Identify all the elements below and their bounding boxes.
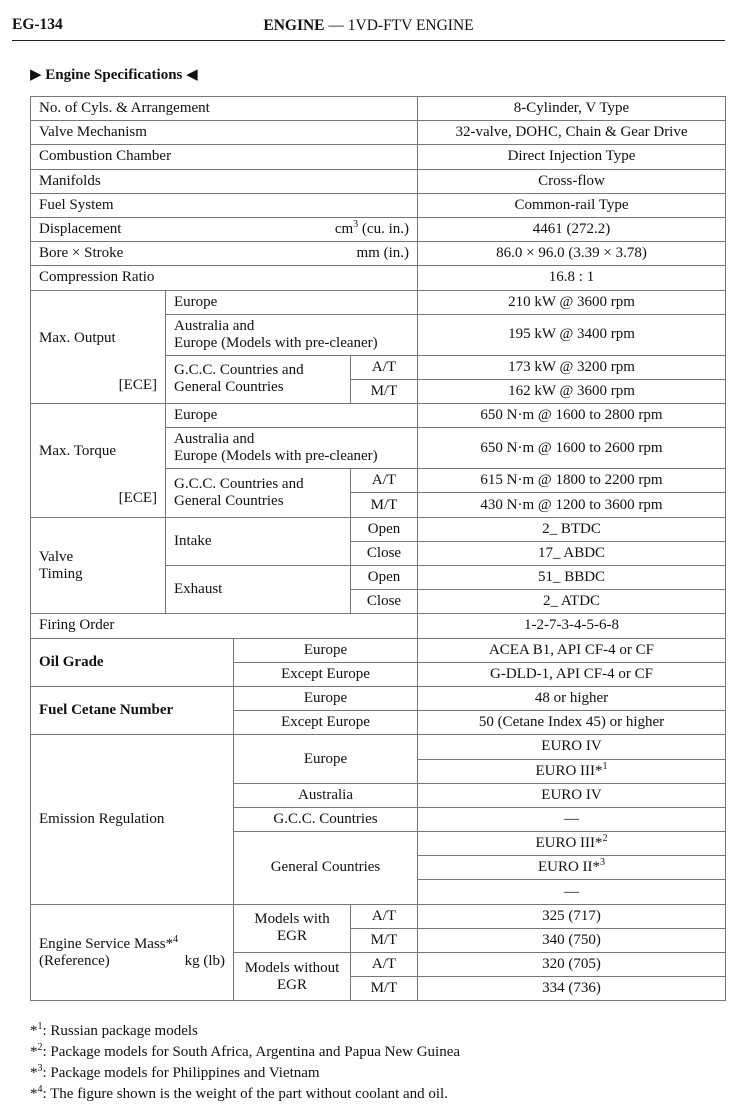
- footnote-text: : Russian package models: [42, 1023, 198, 1039]
- table-row: [31, 904, 726, 928]
- footnote-ref: 4: [173, 933, 179, 945]
- spec-value: ACEA B1, API CF-4 or CF: [418, 638, 726, 662]
- spec-value: Direct Injection Type: [418, 145, 726, 169]
- model-label: [234, 904, 351, 952]
- spec-label: [39, 933, 225, 953]
- table-row: [31, 266, 726, 290]
- intake-label: Intake: [166, 517, 351, 565]
- close-label: Close: [351, 590, 418, 614]
- unit-sup: 3: [353, 219, 359, 231]
- open-label: Open: [351, 566, 418, 590]
- spec-value: 173 kW @ 3200 rpm: [418, 355, 726, 379]
- spec-label: No. of Cyls. & Arrangement: [31, 97, 418, 121]
- spec-label: Timing: [39, 565, 83, 582]
- label-text: Engine Service Mass*: [39, 935, 174, 952]
- spec-label: Max. Torque: [39, 443, 116, 460]
- table-row: [31, 638, 726, 662]
- spec-label: Fuel System: [31, 193, 418, 217]
- spec-value: 320 (705): [418, 953, 726, 977]
- footnote-ref: 3: [600, 857, 606, 869]
- spec-value: 50 (Cetane Index 45) or higher: [418, 711, 726, 735]
- spec-value: Cross-flow: [418, 169, 726, 193]
- region-label: Europe: [166, 290, 418, 314]
- region-line: G.C.C. Countries and: [174, 475, 304, 492]
- model-line: Models without: [244, 959, 340, 976]
- spec-value: —: [418, 880, 726, 904]
- header-title-rest: — 1VD-FTV ENGINE: [324, 17, 474, 34]
- spec-label: Bore × Stroke: [39, 245, 124, 262]
- table-row: [31, 97, 726, 121]
- transmission-label: A/T: [351, 355, 418, 379]
- footnote: [30, 1063, 460, 1084]
- footnote-mark: *: [30, 1065, 38, 1081]
- spec-value: 4461 (272.2): [418, 217, 726, 241]
- footnote-ref: 2: [602, 833, 608, 845]
- region-label: Europe: [234, 735, 418, 783]
- value-text: EURO III*: [535, 835, 603, 852]
- table-row: [31, 193, 726, 217]
- transmission-label: M/T: [351, 493, 418, 517]
- header-title: [12, 17, 725, 35]
- spec-label: Oil Grade: [31, 638, 234, 686]
- spec-value: 430 N·m @ 1200 to 3600 rpm: [418, 493, 726, 517]
- region-label: Europe: [166, 404, 418, 428]
- spec-value: 615 N·m @ 1800 to 2200 rpm: [418, 469, 726, 493]
- footnote: [30, 1084, 460, 1105]
- bore-cell: [31, 242, 418, 266]
- spec-value: 1-2-7-3-4-5-6-8: [418, 614, 726, 638]
- unit-base: cm: [334, 221, 354, 238]
- table-row: [31, 517, 726, 541]
- spec-value: Common-rail Type: [418, 193, 726, 217]
- table-row: [31, 217, 726, 241]
- spec-value: 650 N·m @ 1600 to 2800 rpm: [418, 404, 726, 428]
- spec-value: 195 kW @ 3400 rpm: [418, 314, 726, 355]
- footnote-sup: 3: [37, 1063, 43, 1074]
- table-row: [31, 404, 726, 428]
- valve-timing-label-cell: [31, 517, 166, 614]
- region-line: G.C.C. Countries and: [174, 362, 304, 379]
- spec-value: 17_ ABDC: [418, 541, 726, 565]
- spec-label: Valve Mechanism: [31, 121, 418, 145]
- spec-value: EURO IV: [418, 783, 726, 807]
- footnote-mark: *: [30, 1086, 38, 1102]
- spec-value: 162 kW @ 3600 rpm: [418, 379, 726, 403]
- value-text: EURO II*: [537, 859, 601, 876]
- transmission-label: A/T: [351, 953, 418, 977]
- page-header: [12, 14, 725, 41]
- close-label: Close: [351, 541, 418, 565]
- transmission-label: A/T: [351, 469, 418, 493]
- open-label: Open: [351, 517, 418, 541]
- footnote-text: : The figure shown is the weight of the part without coolant and oil.: [42, 1086, 448, 1102]
- region-line: Australia and: [174, 317, 255, 334]
- transmission-label: M/T: [351, 977, 418, 1001]
- spec-label: Max. Output: [39, 329, 116, 346]
- spec-value: 16.8 : 1: [418, 266, 726, 290]
- region-label: Except Europe: [234, 711, 418, 735]
- region-line: Australia and: [174, 431, 255, 448]
- region-label: [166, 469, 351, 517]
- footnote-text: : Package models for Philippines and Vietnam: [42, 1065, 320, 1081]
- max-torque-label-cell: [31, 404, 166, 518]
- model-line: EGR: [277, 928, 307, 945]
- transmission-label: M/T: [351, 928, 418, 952]
- footnote-mark: *: [30, 1044, 38, 1060]
- model-line: EGR: [277, 976, 307, 993]
- transmission-label: A/T: [351, 904, 418, 928]
- spec-value: 32-valve, DOHC, Chain & Gear Drive: [418, 121, 726, 145]
- region-line: Europe (Models with pre-cleaner): [174, 448, 378, 465]
- footnote: [30, 1042, 460, 1063]
- footnote-sup: 4: [37, 1084, 43, 1095]
- spec-value: 210 kW @ 3600 rpm: [418, 290, 726, 314]
- spec-value: G-DLD-1, API CF-4 or CF: [418, 662, 726, 686]
- region-label: Except Europe: [234, 662, 418, 686]
- region-label: Australia: [234, 783, 418, 807]
- transmission-label: M/T: [351, 379, 418, 403]
- value-text: EURO III*: [535, 762, 603, 779]
- engine-spec-table: [30, 96, 726, 1001]
- ece-label: [ECE]: [118, 376, 157, 393]
- spec-value: EURO IV: [418, 735, 726, 759]
- table-row: [31, 169, 726, 193]
- footnote: [30, 1021, 460, 1042]
- region-label: [166, 314, 418, 355]
- spec-value: 86.0 × 96.0 (3.39 × 3.78): [418, 242, 726, 266]
- region-label: [166, 428, 418, 469]
- exhaust-label: Exhaust: [166, 566, 351, 614]
- model-label: [234, 953, 351, 1001]
- spec-value: 2_ BTDC: [418, 517, 726, 541]
- displacement-cell: [31, 217, 418, 241]
- region-line: General Countries: [174, 379, 284, 396]
- spec-value: 8-Cylinder, V Type: [418, 97, 726, 121]
- spec-value: 340 (750): [418, 928, 726, 952]
- spec-label: Emission Regulation: [31, 735, 234, 904]
- mass-unit: kg (lb): [184, 952, 225, 969]
- spec-value: [418, 832, 726, 856]
- table-row: [31, 242, 726, 266]
- spec-value: [418, 759, 726, 783]
- spec-label: Fuel Cetane Number: [31, 686, 234, 734]
- spec-label: Displacement: [39, 221, 122, 238]
- footnote-text: : Package models for South Africa, Argentina and Papua New Guinea: [42, 1044, 461, 1060]
- spec-value: 325 (717): [418, 904, 726, 928]
- spec-label: Combustion Chamber: [31, 145, 418, 169]
- footnote-sup: 1: [37, 1021, 43, 1032]
- region-line: General Countries: [174, 492, 284, 509]
- displacement-unit: [335, 221, 409, 238]
- footnotes: [30, 1021, 460, 1105]
- ece-label: [ECE]: [118, 490, 157, 507]
- spec-value: 51_ BBDC: [418, 566, 726, 590]
- spec-label: Valve: [39, 548, 74, 565]
- spec-label: Manifolds: [31, 169, 418, 193]
- model-line: Models with: [254, 911, 330, 928]
- region-label: G.C.C. Countries: [234, 807, 418, 831]
- footnote-sup: 2: [37, 1042, 43, 1053]
- region-line: Europe (Models with pre-cleaner): [174, 334, 378, 351]
- header-title-bold: ENGINE: [263, 17, 325, 34]
- max-output-label-cell: [31, 290, 166, 404]
- spec-label: Compression Ratio: [31, 266, 418, 290]
- bore-unit: mm (in.): [356, 245, 409, 262]
- table-row: [31, 145, 726, 169]
- spec-value: 48 or higher: [418, 686, 726, 710]
- mass-label-cell: [31, 904, 234, 1001]
- table-row: [31, 686, 726, 710]
- spec-value: 650 N·m @ 1600 to 2600 rpm: [418, 428, 726, 469]
- spec-value: —: [418, 807, 726, 831]
- section-title: ▶ Engine Specifications ◀: [30, 67, 198, 83]
- reference-label: (Reference): [39, 952, 110, 969]
- spec-label: Firing Order: [31, 614, 418, 638]
- table-row: [31, 121, 726, 145]
- spec-value: 2_ ATDC: [418, 590, 726, 614]
- region-label: General Countries: [234, 832, 418, 905]
- spec-value: 334 (736): [418, 977, 726, 1001]
- region-label: Europe: [234, 686, 418, 710]
- table-row: [31, 290, 726, 314]
- footnote-ref: 1: [602, 760, 608, 772]
- footnote-mark: *: [30, 1023, 38, 1039]
- table-row: [31, 735, 726, 759]
- page-number: EG-134: [12, 16, 63, 33]
- region-label: Europe: [234, 638, 418, 662]
- region-label: [166, 355, 351, 403]
- table-row: [31, 614, 726, 638]
- unit-post: (cu. in.): [358, 221, 409, 238]
- spec-value: [418, 856, 726, 880]
